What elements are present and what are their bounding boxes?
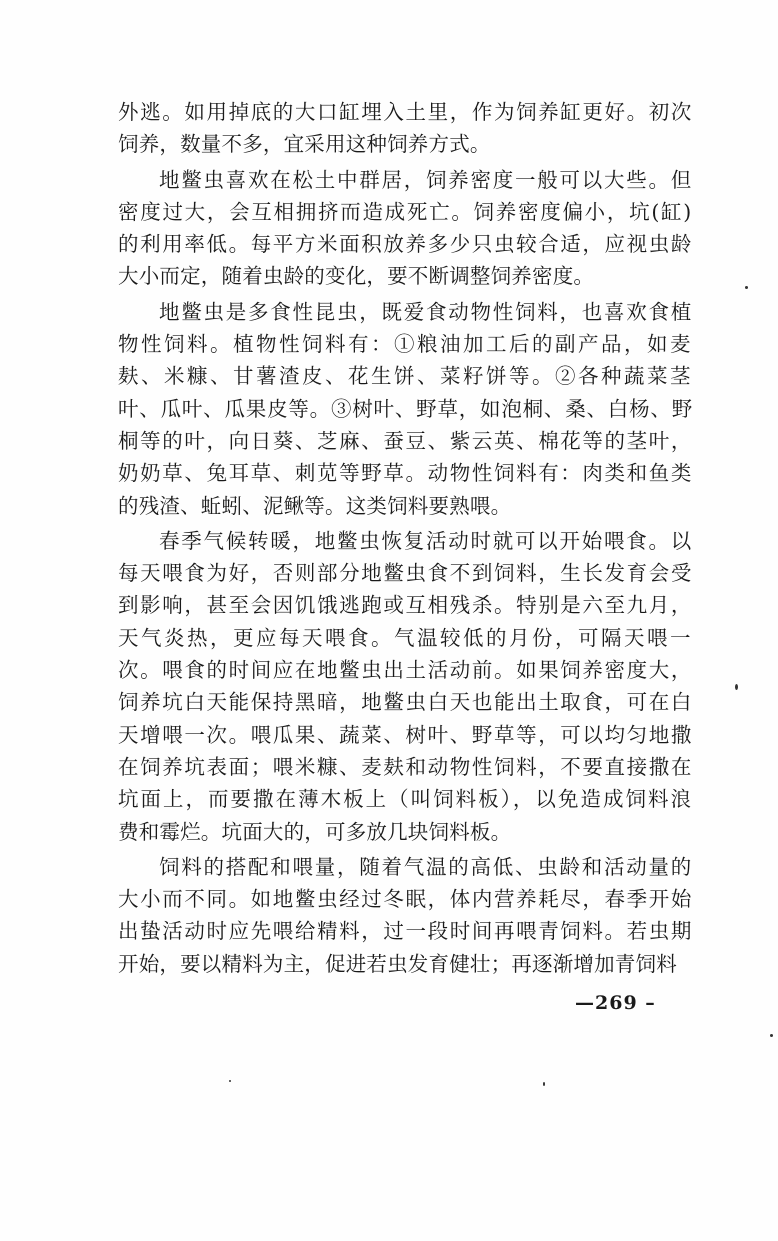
scan-speck [770,1034,773,1037]
text-line: 饲养，数量不多，宜采用这种饲养方式。 [118,132,491,157]
paragraph [118,525,693,848]
page-number: —269 – [575,992,656,1014]
scan-speck [735,684,738,690]
text-line: 的利用率低。每平方米面积放养多少只虫较合适，应视虫龄 [118,232,693,257]
text-line: 在饲养坑表面；喂米糠、麦麸和动物性饲料，不要直接撒在 [118,754,693,779]
text-line: 饲养坑白天能保持黑暗，地鳖虫白天也能出土取食，可在白 [118,690,693,715]
paragraph [118,851,693,980]
text-line: 次。喂食的时间应在地鳖虫出土活动前。如果饲养密度大， [118,658,693,683]
text-line: 物性饲料。植物性饲料有：①粮油加工后的副产品，如麦 [118,332,693,357]
paragraph [118,164,693,293]
scan-speck [229,1080,231,1082]
text-line: 大小而定，随着虫龄的变化，要不断调整饲养密度。 [118,264,595,289]
text-line: 密度过大，会互相拥挤而造成死亡。饲养密度偏小，坑(缸) [118,199,693,224]
paragraph [118,96,693,161]
text-line: 叶、瓜叶、瓜果皮等。③树叶、野草，如泡桐、桑、白杨、野 [118,396,693,421]
text-line: 开始，要以精料为主，促进若虫发育健壮；再逐渐增加青饲料 [118,951,677,976]
paragraph [118,296,693,522]
text-line: 外逃。如用掉底的大口缸埋入土里，作为饲养缸更好。初次 [118,100,693,124]
text-line: 地鳖虫是多食性昆虫，既爱食动物性饲料，也喜欢食植 [159,299,693,324]
text-line: 天气炎热，更应每天喂食。气温较低的月份，可隔天喂一 [118,625,693,650]
text-line: 的残渣、蚯蚓、泥鳅等。这类饲料要熟喂。 [118,493,512,518]
scan-speck [745,286,748,289]
text-line: 奶奶草、兔耳草、刺苋等野草。动物性饲料有：肉类和鱼类 [118,461,693,486]
text-line: 坑面上，而要撒在薄木板上（叫饲料板），以免造成饲料浪 [118,787,693,812]
text-line: 每天喂食为好，否则部分地鳖虫食不到饲料，生长发育会受 [118,561,693,586]
text-line: 出蛰活动时应先喂给精料，过一段时间再喂青饲料。若虫期 [118,919,693,944]
text-line: 麸、米糠、甘薯渣皮、花生饼、菜籽饼等。②各种蔬菜茎 [118,364,693,389]
text-line: 到影响，甚至会因饥饿逃跑或互相残杀。特别是六至九月， [118,593,693,618]
text-line: 费和霉烂。坑面大的，可多放几块饲料板。 [118,819,512,844]
text-line: 天增喂一次。喂瓜果、蔬菜、树叶、野草等，可以均匀地撒 [118,722,693,747]
text-line: 饲料的搭配和喂量，随着气温的高低、虫龄和活动量的 [159,854,693,879]
text-line: 桐等的叶，向日葵、芝麻、蚕豆、紫云英、棉花等的茎叶， [118,428,693,453]
text-line: 地鳖虫喜欢在松土中群居，饲养密度一般可以大些。但 [159,167,693,192]
body-text [118,96,693,980]
text-line: 大小而不同。如地鳖虫经过冬眠，体内营养耗尽，春季开始 [118,887,693,912]
scan-speck [543,1082,545,1086]
text-line: 春季气候转暖，地鳖虫恢复活动时就可以开始喂食。以 [159,528,693,553]
